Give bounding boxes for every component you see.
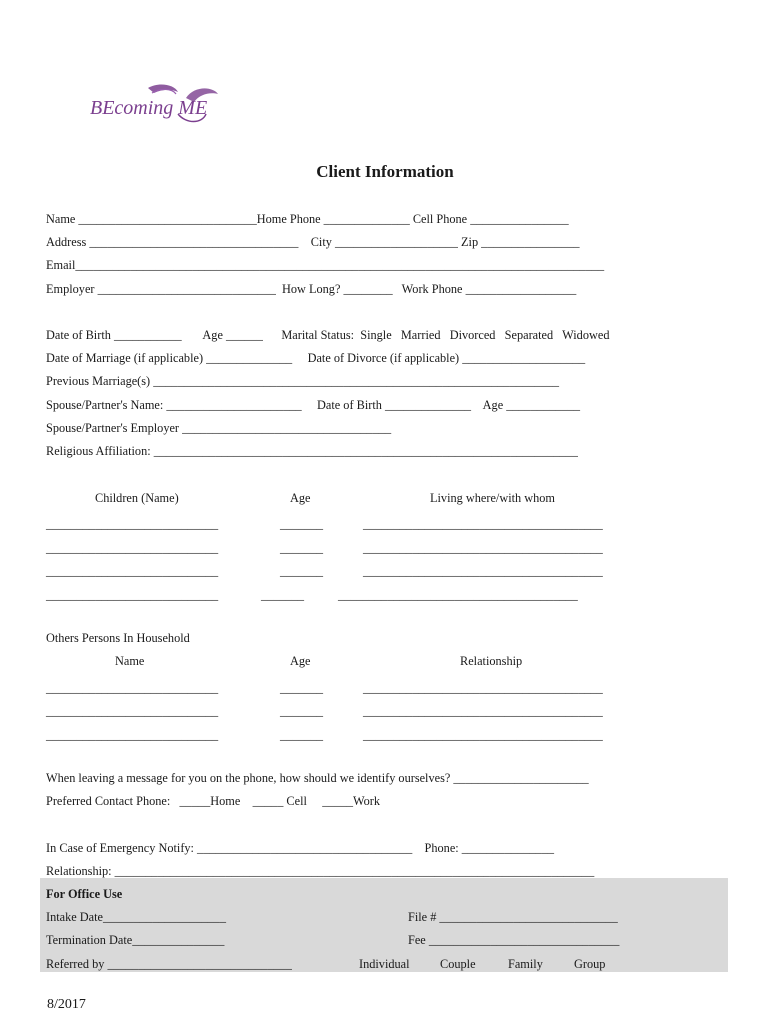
child-where-field[interactable]: _______________________________________	[363, 517, 603, 531]
household-rel-field[interactable]: _______________________________________	[363, 681, 603, 695]
spouse-name-line[interactable]: Spouse/Partner's Name: ______________________ Date of Birth ______________ Age ____________	[46, 398, 581, 412]
household-name-field[interactable]: ____________________________	[46, 681, 219, 695]
child-age-field[interactable]: _______	[280, 541, 324, 555]
employer-line[interactable]: Employer _____________________________ How Long? ________ Work Phone __________________	[46, 282, 577, 296]
children-name-header: Children (Name)	[95, 491, 179, 505]
household-heading: Others Persons In Household	[46, 631, 190, 645]
household-age-field[interactable]: _______	[280, 681, 324, 695]
previous-marriage-line[interactable]: Previous Marriage(s) __________________________________________________________________	[46, 374, 560, 388]
name-line[interactable]: Name _____________________________Home Phone ______________ Cell Phone ________________	[46, 212, 569, 226]
address-line[interactable]: Address __________________________________ City ____________________ Zip ________________	[46, 235, 580, 249]
spouse-employer-line[interactable]: Spouse/Partner's Employer __________________________________	[46, 421, 392, 435]
household-name-field[interactable]: ____________________________	[46, 704, 219, 718]
child-where-field[interactable]: _______________________________________	[338, 588, 578, 602]
household-rel-field[interactable]: _______________________________________	[363, 704, 603, 718]
child-where-field[interactable]: _______________________________________	[363, 564, 603, 578]
option-individual[interactable]: Individual	[359, 957, 410, 971]
household-name-header: Name	[115, 654, 145, 668]
referred-by-field[interactable]: Referred by ______________________________	[46, 957, 292, 971]
household-age-header: Age	[290, 654, 311, 668]
child-name-field[interactable]: ____________________________	[46, 517, 219, 531]
termination-date-field[interactable]: Termination Date_______________	[46, 933, 225, 947]
dob-marital-line[interactable]: Date of Birth ___________ Age ______ Marital Status: Single Married Divorced Separated Widowed	[46, 328, 610, 342]
household-rel-header: Relationship	[460, 654, 523, 668]
becoming-me-logo	[86, 80, 256, 128]
household-rel-field[interactable]: _______________________________________	[363, 728, 603, 742]
child-name-field[interactable]: ____________________________	[46, 564, 219, 578]
svg-text:BEcoming ME: BEcoming ME	[90, 97, 208, 119]
child-age-field[interactable]: _______	[261, 588, 305, 602]
marriage-date-line[interactable]: Date of Marriage (if applicable) ______________ Date of Divorce (if applicable) ____________________	[46, 351, 586, 365]
child-where-field[interactable]: _______________________________________	[363, 541, 603, 555]
children-age-header: Age	[290, 491, 311, 505]
phone-message-line[interactable]: When leaving a message for you on the phone, how should we identify ourselves? ______________________	[46, 771, 589, 785]
child-age-field[interactable]: _______	[280, 564, 324, 578]
household-age-field[interactable]: _______	[280, 704, 324, 718]
relationship-line[interactable]: Relationship: ______________________________________________________________________________	[46, 864, 595, 878]
option-couple[interactable]: Couple	[440, 957, 476, 971]
option-group[interactable]: Group	[574, 957, 606, 971]
household-age-field[interactable]: _______	[280, 728, 324, 742]
household-name-field[interactable]: ____________________________	[46, 728, 219, 742]
email-line[interactable]: Email______________________________________________________________________________________	[46, 258, 605, 272]
page-title: Client Information	[316, 162, 454, 181]
office-use-heading: For Office Use	[46, 887, 123, 901]
file-number-field[interactable]: File # _____________________________	[408, 910, 618, 924]
intake-date-field[interactable]: Intake Date____________________	[46, 910, 226, 924]
preferred-phone-line[interactable]: Preferred Contact Phone: _____Home _____ Cell _____Work	[46, 794, 381, 808]
child-age-field[interactable]: _______	[280, 517, 324, 531]
child-name-field[interactable]: ____________________________	[46, 588, 219, 602]
children-where-header: Living where/with whom	[430, 491, 555, 505]
child-name-field[interactable]: ____________________________	[46, 541, 219, 555]
option-family[interactable]: Family	[508, 957, 543, 971]
fee-field[interactable]: Fee _______________________________	[408, 933, 620, 947]
emergency-contact-line[interactable]: In Case of Emergency Notify: ___________________________________ Phone: _______________	[46, 841, 555, 855]
religion-line[interactable]: Religious Affiliation: _____________________________________________________________________	[46, 444, 578, 458]
revision-date: 8/2017	[47, 997, 86, 1012]
